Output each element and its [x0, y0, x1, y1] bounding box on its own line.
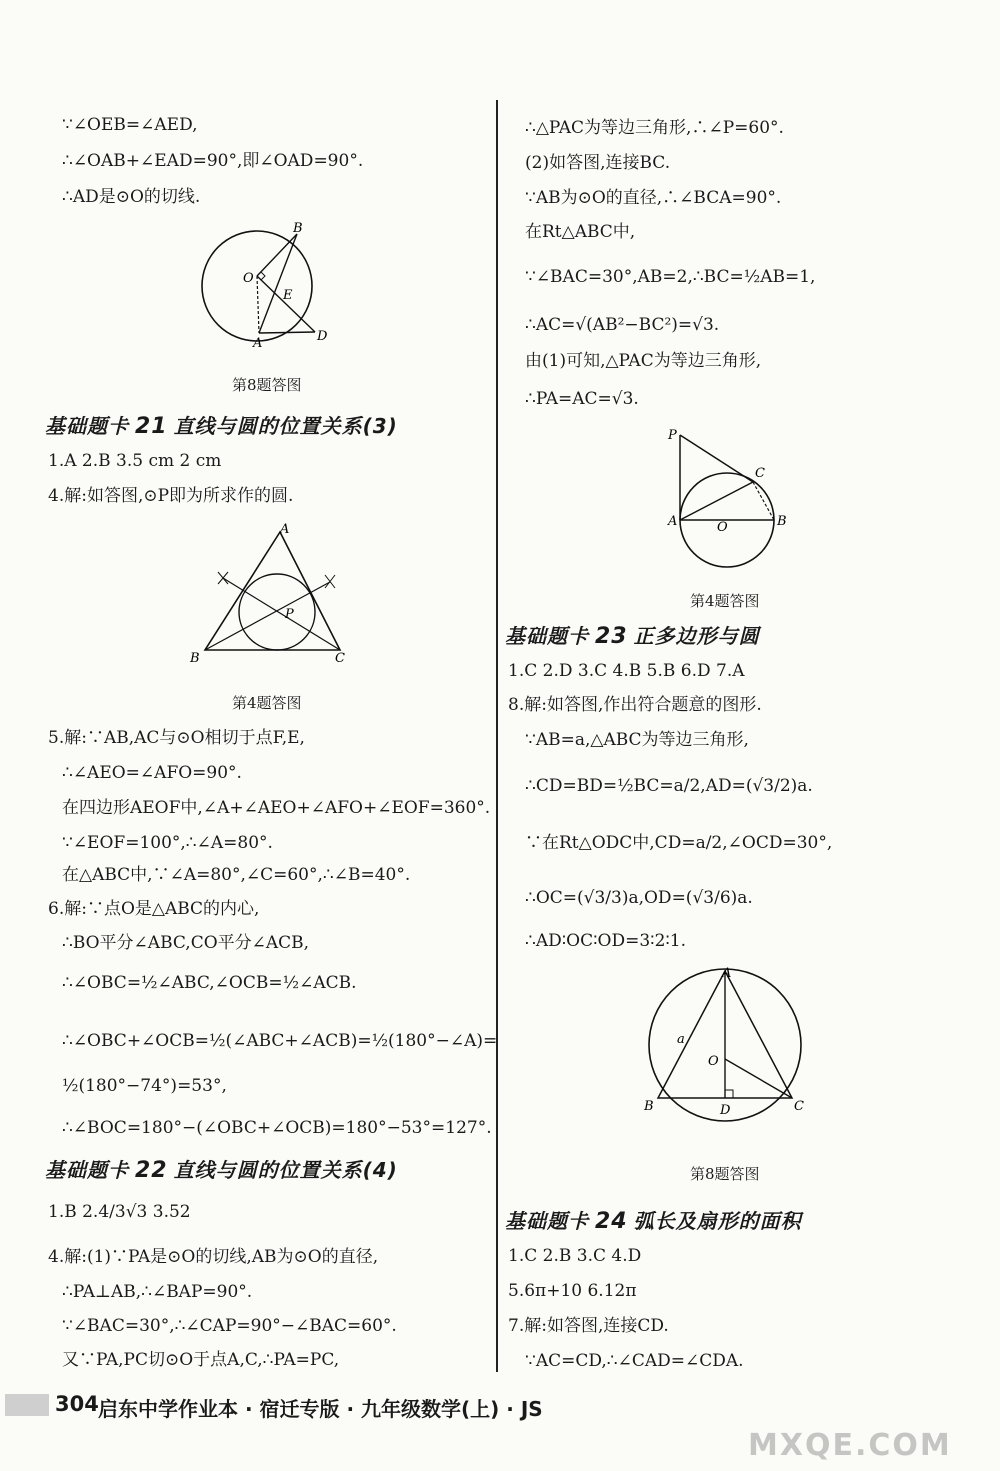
fig-label: O	[717, 520, 728, 535]
fig-label: A	[668, 514, 678, 529]
card-title: 直线与圆的位置关系(4)	[173, 1158, 398, 1182]
figure-caption: 第4题答图	[232, 694, 302, 712]
book-title: 启东中学作业本 · 宿迁专版 · 九年级数学(上) · JS	[98, 1397, 543, 1421]
fig-label: P	[668, 428, 677, 443]
text-line: 6.解:∵点O是△ABC的内心,	[48, 899, 260, 919]
text-line: ∴∠OBC=½∠ABC,∠OCB=½∠ACB.	[62, 973, 357, 993]
text-line: 由(1)可知,△PAC为等边三角形,	[525, 351, 762, 371]
fig-label: O	[708, 1054, 719, 1069]
corner-decoration	[5, 1394, 49, 1416]
text-line: 在△ABC中,∵∠A=80°,∠C=60°,∴∠B=40°.	[62, 865, 411, 885]
fig-label: B	[293, 221, 303, 236]
card-23-heading	[505, 620, 760, 649]
card-prefix: 基础题卡	[505, 624, 589, 648]
card-prefix: 基础题卡	[45, 1158, 129, 1182]
card-22-heading	[45, 1154, 398, 1183]
answer-line: 1.A 2.B 3.5 cm 2 cm	[48, 451, 222, 471]
text-line: ∴BO平分∠ABC,CO平分∠ACB,	[62, 933, 310, 953]
text-line: 在四边形AEOF中,∠A+∠AEO+∠AFO+∠EOF=360°.	[62, 798, 491, 818]
fig-label: A	[253, 336, 263, 350]
text-line: 在Rt△ABC中,	[525, 222, 636, 242]
card-title: 弧长及扇形的面积	[633, 1209, 802, 1233]
figure-q8-circle-tangent	[195, 220, 345, 350]
text-line: 5.解:∵AB,AC与⊙O相切于点F,E,	[48, 728, 305, 748]
page-number: 304	[55, 1392, 99, 1416]
figure-q4-tangents	[665, 425, 795, 575]
card-number: 24	[595, 1209, 628, 1234]
card-title: 正多边形与圆	[633, 624, 760, 648]
answer-line: 1.C 2.D 3.C 4.B 5.B 6.D 7.A	[508, 661, 745, 681]
watermark-text: MXQE.COM	[748, 1428, 952, 1463]
text-line: 7.解:如答图,连接CD.	[508, 1316, 669, 1336]
fig-label: a	[677, 1032, 685, 1047]
figure-caption: 第8题答图	[690, 1165, 760, 1183]
answer-line: 1.B 2.4/3√3 3.52	[48, 1202, 191, 1222]
text-line: ∴CD=BD=½BC=a/2,AD=(√3/2)a.	[525, 776, 813, 796]
fig-label: P	[285, 607, 294, 622]
fig-label: E	[283, 288, 293, 303]
fig-label: O	[243, 271, 254, 286]
column-divider	[496, 100, 498, 1372]
text-line: ∴∠BOC=180°−(∠OBC+∠OCB)=180°−53°=127°.	[62, 1118, 492, 1138]
watermark-logo	[748, 1402, 988, 1462]
text-line: ∵∠OEB=∠AED,	[62, 115, 198, 135]
card-title: 直线与圆的位置关系(3)	[173, 414, 398, 438]
fig-label: C	[794, 1099, 804, 1114]
card-number: 23	[595, 624, 628, 649]
text-line: ∴PA=AC=√3.	[525, 389, 639, 409]
answer-line: 5.6π+10 6.12π	[508, 1281, 637, 1301]
answer-line: 1.C 2.B 3.C 4.D	[508, 1246, 642, 1266]
fig-label: C	[755, 466, 765, 481]
card-prefix: 基础题卡	[45, 414, 129, 438]
text-line: 4.解:(1)∵PA是⊙O的切线,AB为⊙O的直径,	[48, 1247, 379, 1267]
text-line: ∵∠EOF=100°,∴∠A=80°.	[62, 833, 273, 853]
text-line: ∴∠OAB+∠EAD=90°,即∠OAD=90°.	[62, 151, 364, 171]
text-line: ∵AC=CD,∴∠CAD=∠CDA.	[525, 1351, 744, 1371]
text-line: ∴OC=(√3/3)a,OD=(√3/6)a.	[525, 888, 753, 908]
fig-label: B	[190, 651, 200, 666]
card-prefix: 基础题卡	[505, 1209, 589, 1233]
text-line: ∴∠OBC+∠OCB=½(∠ABC+∠ACB)=½(180°−∠A)=	[62, 1031, 498, 1051]
text-line: 4.解:如答图,⊙P即为所求作的圆.	[48, 486, 294, 506]
text-line: ∵AB为⊙O的直径,∴∠BCA=90°.	[525, 188, 782, 208]
fig-label: D	[317, 329, 328, 344]
card-number: 21	[135, 414, 168, 439]
figure-caption: 第8题答图	[232, 376, 302, 394]
fig-label: D	[720, 1103, 731, 1118]
text-line: ∴AC=√(AB²−BC²)=√3.	[525, 315, 720, 335]
card-number: 22	[135, 1158, 168, 1183]
fig-label: C	[335, 651, 345, 666]
fig-label: A	[280, 522, 290, 537]
text-line: ∴∠AEO=∠AFO=90°.	[62, 763, 242, 783]
card-24-heading	[505, 1205, 802, 1234]
fig-label: B	[777, 514, 787, 529]
text-line: ∵AB=a,△ABC为等边三角形,	[525, 730, 749, 750]
text-line: ∴△PAC为等边三角形,∴∠P=60°.	[525, 118, 784, 138]
text-line: ∵∠BAC=30°,∴∠CAP=90°−∠BAC=60°.	[62, 1316, 397, 1336]
figure-q4-incircle	[185, 520, 355, 670]
text-line: ∵∠BAC=30°,AB=2,∴BC=½AB=1,	[525, 267, 816, 287]
figure-caption: 第4题答图	[690, 592, 760, 610]
text-line: ∴PA⊥AB,∴∠BAP=90°.	[62, 1282, 253, 1302]
figure-q8-circumcircle	[640, 965, 815, 1125]
text-line: (2)如答图,连接BC.	[525, 153, 671, 173]
text-line: ∴AD是⊙O的切线.	[62, 187, 201, 207]
text-line: 又∵PA,PC切⊙O于点A,C,∴PA=PC,	[62, 1350, 340, 1370]
text-line: ½(180°−74°)=53°,	[62, 1076, 227, 1096]
fig-label: B	[644, 1099, 654, 1114]
fig-label: A	[722, 966, 732, 981]
text-line: ∵在Rt△ODC中,CD=a/2,∠OCD=30°,	[525, 833, 833, 853]
text-line: 8.解:如答图,作出符合题意的图形.	[508, 695, 762, 715]
text-line: ∴AD∶OC∶OD=3∶2∶1.	[525, 931, 687, 951]
card-21-heading	[45, 410, 398, 439]
